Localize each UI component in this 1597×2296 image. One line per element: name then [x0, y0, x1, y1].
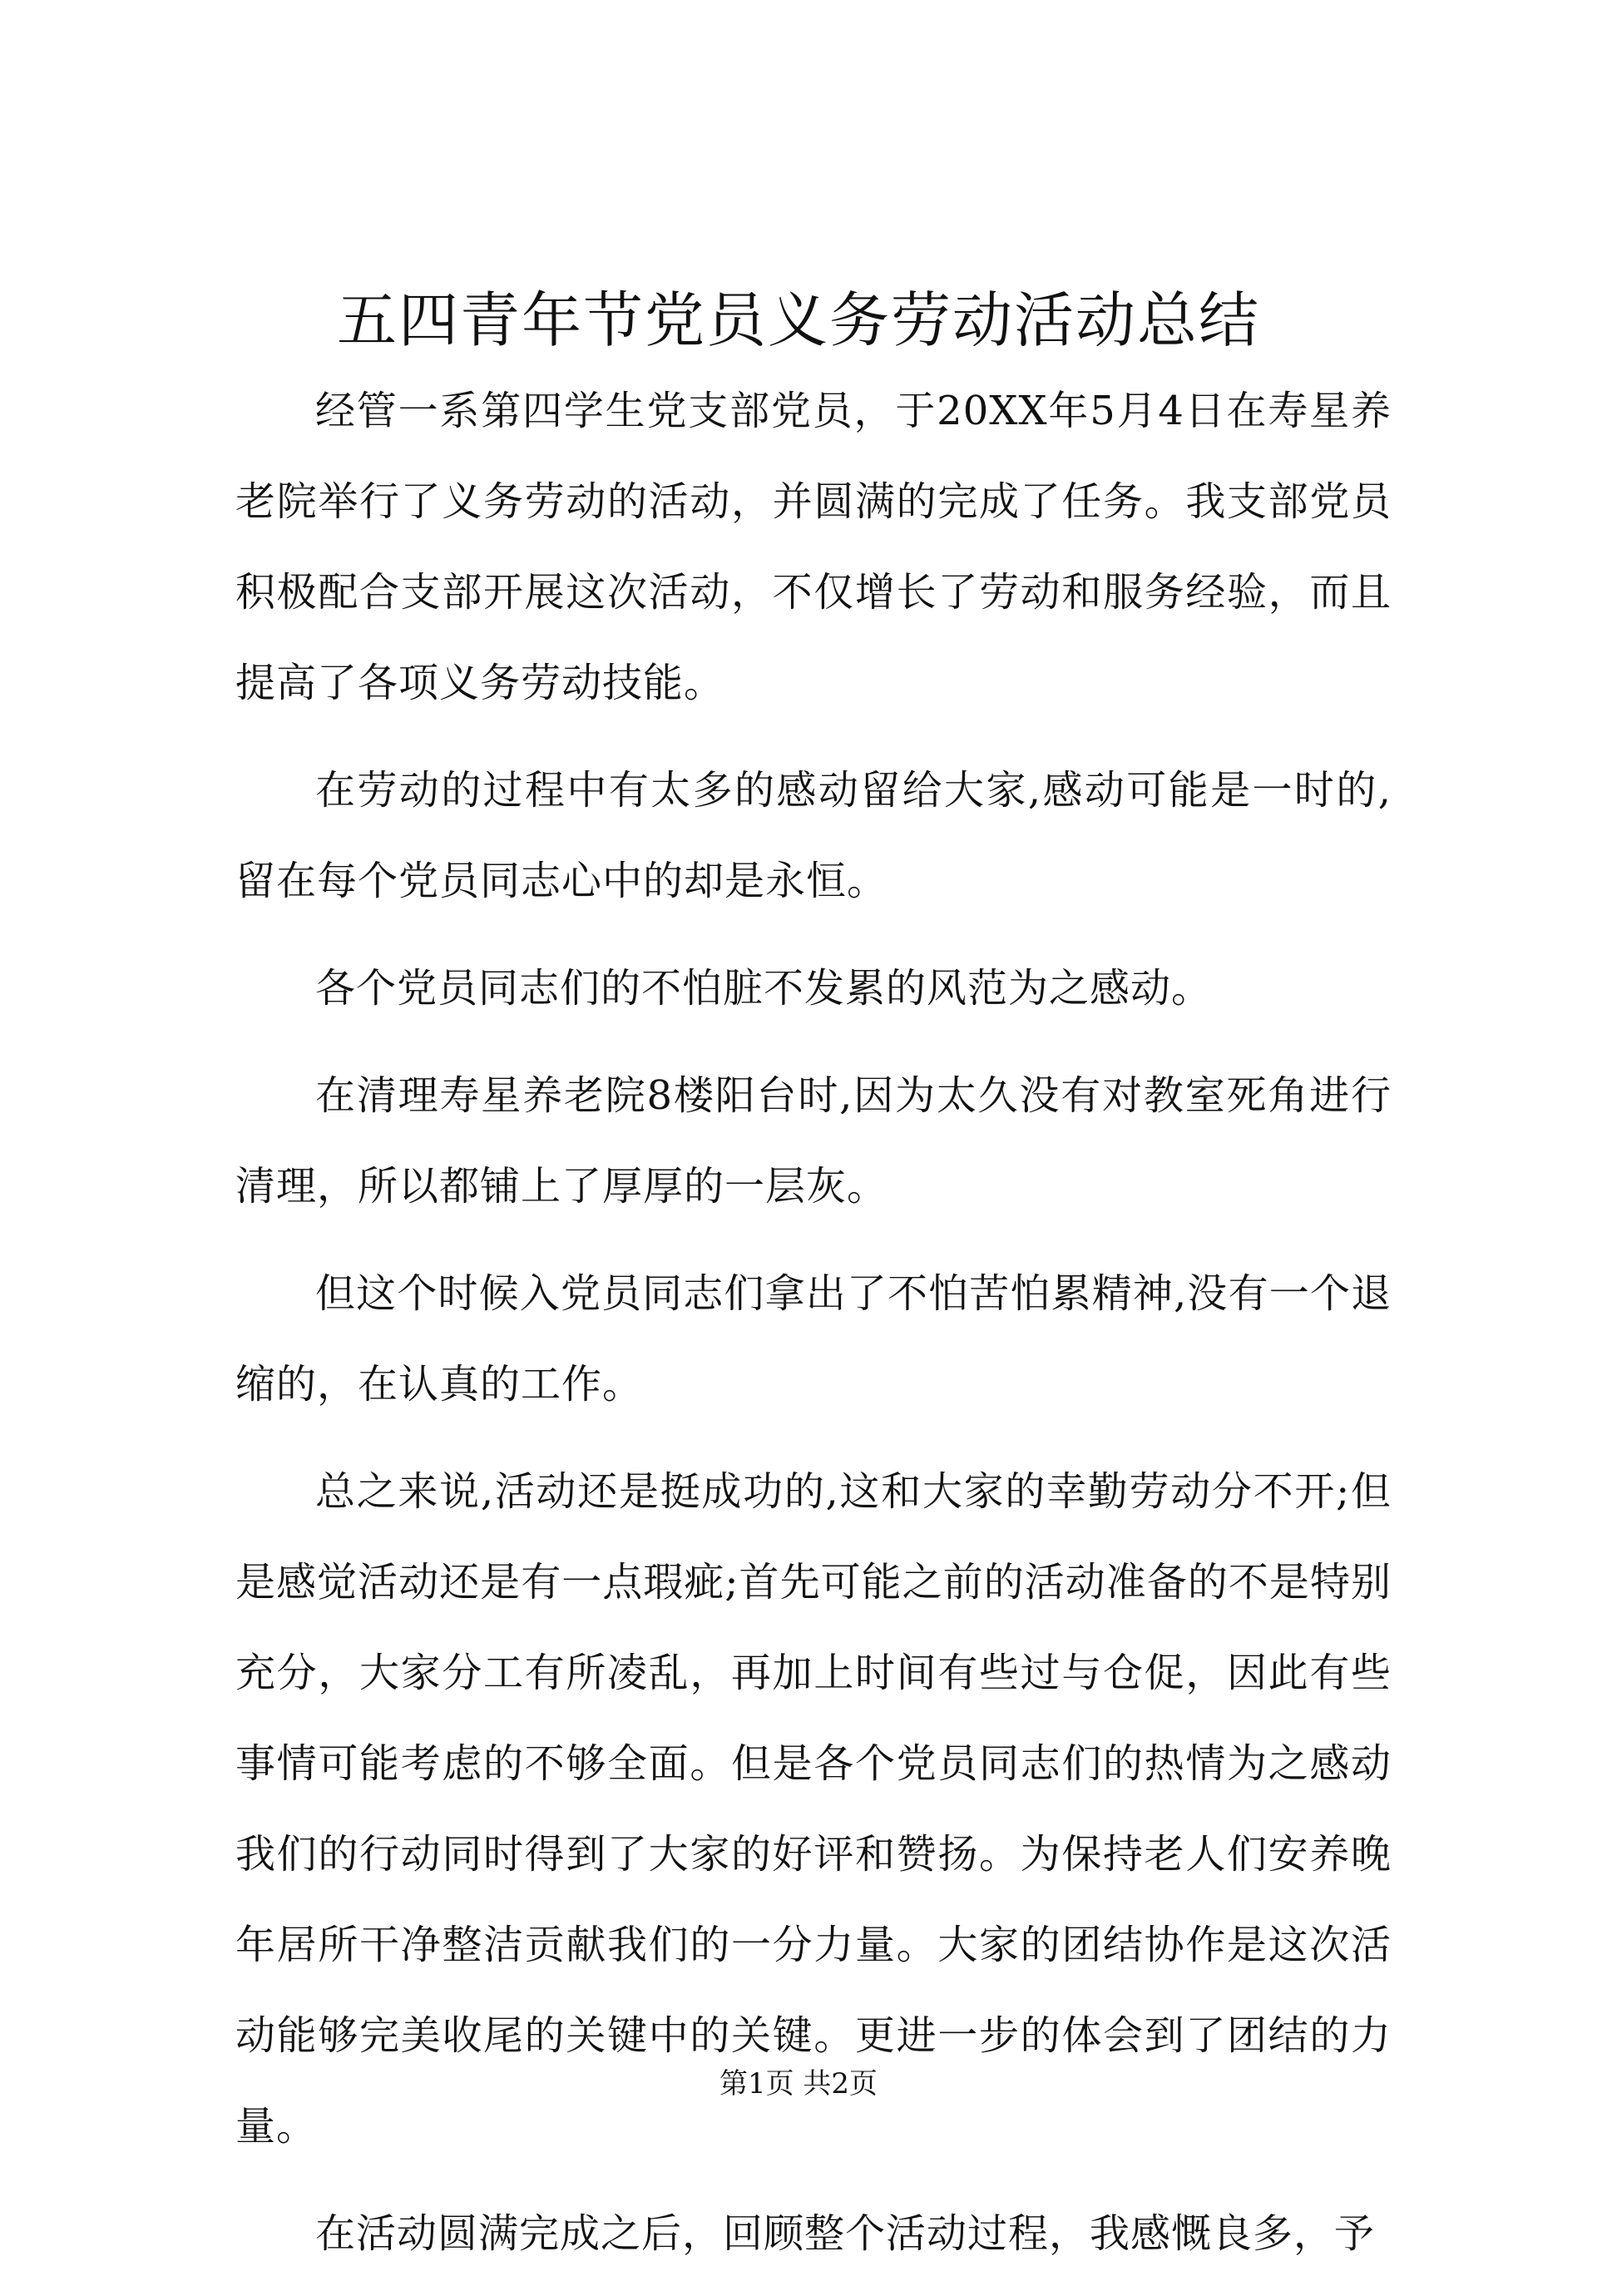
paragraph-5: 但这个时候入党员同志们拿出了不怕苦怕累精神,没有一个退缩的，在认真的工作。 — [235, 1270, 1392, 1408]
paragraph-2: 在劳动的过程中有太多的感动留给大家,感动可能是一时的,留在每个党员同志心中的却是永恒。 — [235, 767, 1392, 904]
paragraph-7: 在活动圆满完成之后，回顾整个活动过程，我感慨良多，予 — [315, 2210, 1376, 2257]
paragraph-3: 各个党员同志们的不怕脏不发累的风范为之感动。 — [315, 965, 1213, 1012]
page-title: 五四青年节党员义务劳动活动总结 — [336, 285, 1260, 355]
document-body — [235, 366, 1392, 2296]
paragraph-1: 经管一系第四学生党支部党员，于20XX年5月4日在寿星养老院举行了义务劳动的活动，并圆满的完成了任务。我支部党员积极配合支部开展这次活动，不仅增长了劳动和服务经验，而且提高了各项义务劳动技能。 — [235, 388, 1392, 706]
paragraph-4: 在清理寿星养老院8楼阳台时,因为太久没有对教室死角进行清理，所以都铺上了厚厚的一层灰。 — [235, 1072, 1392, 1210]
page-footer: 第1页 共2页 — [719, 2067, 878, 2101]
paragraph-6: 总之来说,活动还是挺成功的,这和大家的幸勤劳动分不开;但是感觉活动还是有一点瑕疵;首先可能之前的活动准备的不是特别充分，大家分工有所凌乱，再加上时间有些过与仓促，因此有些事情可能考虑的不够全面。但是各个党员同志们的热情为之感动我们的行动同时得到了大家的好评和赞扬。为保持老人们安养晚年居所干净整洁贡献我们的一分力量。大家的团结协作是这次活动能够完美收尾的关键中的关键。更进一步的体会到了团结的力量。 — [235, 1468, 1392, 2150]
